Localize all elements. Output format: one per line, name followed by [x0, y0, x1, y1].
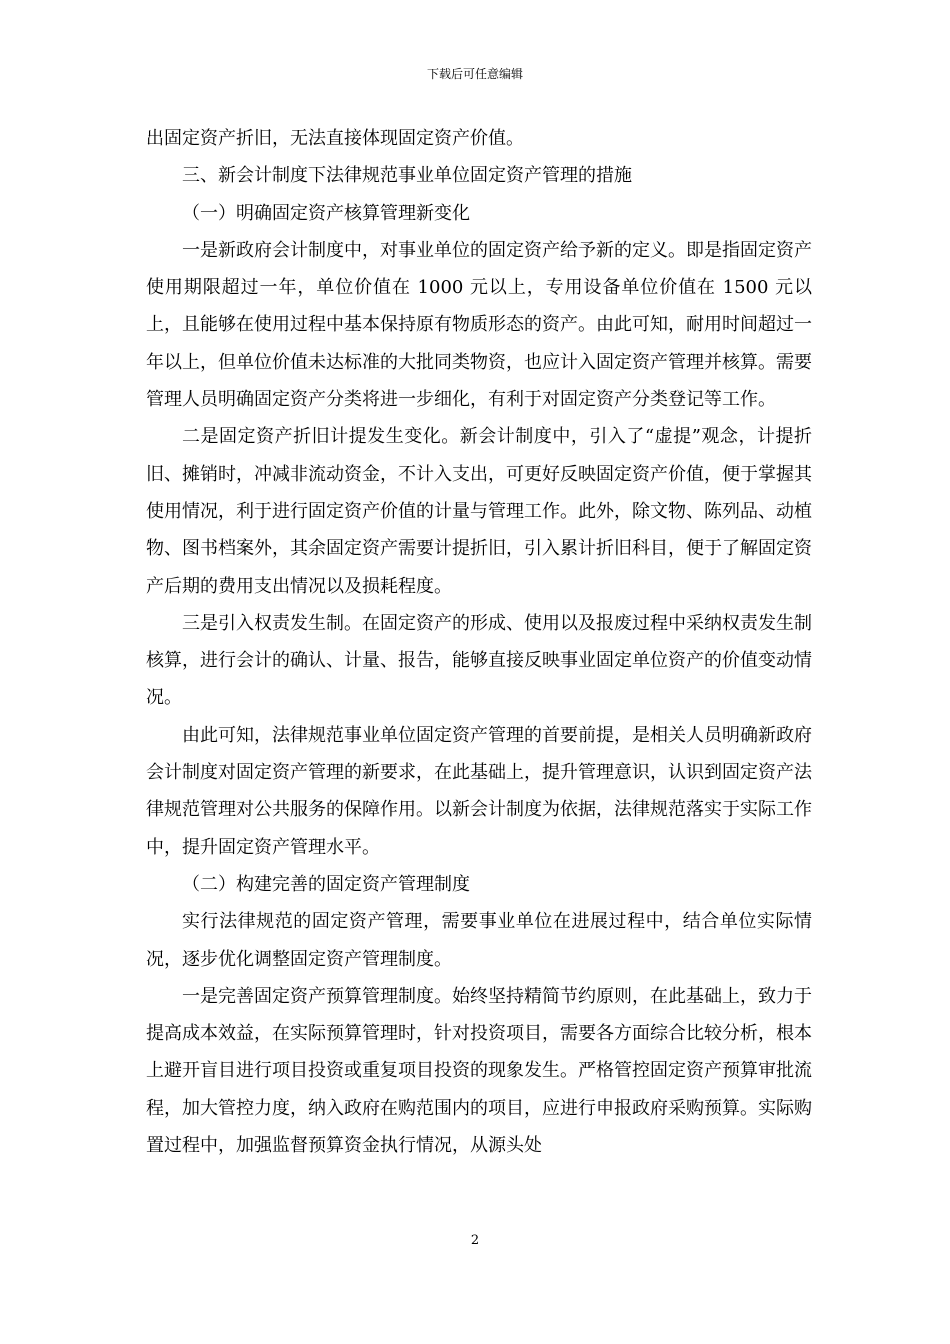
page-header: 下载后可任意编辑 — [426, 67, 523, 81]
subsection-heading: （一）明确固定资产核算管理新变化 — [182, 202, 470, 224]
section-heading: 三、新会计制度下法律规范事业单位固定资产管理的措施 — [182, 165, 632, 187]
paragraph: 一是新政府会计制度中，对事业单位的固定资产给予新的定义。即是指固定资产使用期限超过一年，单位价值在 1000 元以上，专用设备单位价值在 1500 元以上，且能够在使用过程中基本保持原有物质形态的资产。由此可知，耐用时间超过一年以上，但单位价值未达标准的大批同类物资，也应计入固定资产管理并核算。需要管理人员明确固定资产分类将进一步细化，有利于对固定资产分类登记等工作。 — [146, 239, 812, 411]
page-number: 2 — [470, 1233, 480, 1248]
paragraph: 二是固定资产折旧计提发生变化。新会计制度中，引入了“虚提”观念，计提折旧、摊销时，冲减非流动资金，不计入支出，可更好反映固定资产价值，便于掌握其使用情况，利于进行固定资产价值的计量与管理工作。此外，除文物、陈列品、动植物、图书档案外，其余固定资产需要计提折旧，引入累计折旧科目，便于了解固定资产后期的费用支出情况以及损耗程度。 — [146, 426, 812, 597]
document-body — [146, 120, 812, 1164]
subsection-heading: （二）构建完善的固定资产管理制度 — [182, 873, 470, 895]
paragraph: 出固定资产折旧，无法直接体现固定资产价值。 — [146, 128, 524, 149]
paragraph: 三是引入权责发生制。在固定资产的形成、使用以及报废过程中采纳权责发生制核算，进行会计的确认、计量、报告，能够直接反映事业固定单位资产的价值变动情况。 — [146, 612, 812, 709]
paragraph: 由此可知，法律规范事业单位固定资产管理的首要前提，是相关人员明确新政府会计制度对固定资产管理的新要求，在此基础上，提升管理意识，认识到固定资产法律规范管理对公共服务的保障作用。以新会计制度为依据，法律规范落实于实际工作中，提升固定资产管理水平。 — [146, 724, 812, 858]
paragraph: 一是完善固定资产预算管理制度。始终坚持精简节约原则，在此基础上，致力于提高成本效益，在实际预算管理时，针对投资项目，需要各方面综合比较分析，根本上避开盲目进行项目投资或重复项目投资的现象发生。严格管控固定资产预算审批流程，加大管控力度，纳入政府在购范围内的项目，应进行申报政府采购预算。实际购置过程中，加强监督预算资金执行情况，从源头处 — [146, 985, 812, 1157]
paragraph: 实行法律规范的固定资产管理，需要事业单位在进展过程中，结合单位实际情况，逐步优化调整固定资产管理制度。 — [146, 911, 812, 970]
